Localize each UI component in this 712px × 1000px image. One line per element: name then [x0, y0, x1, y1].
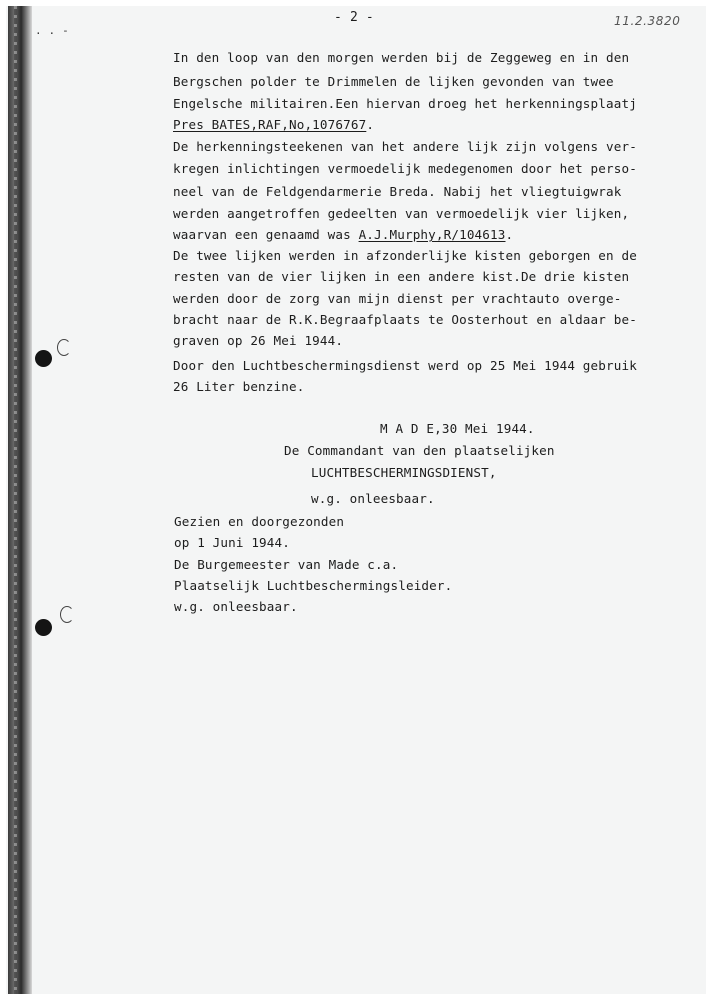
- paragraph-2-line-1: De herkenningsteekenen van het andere lijk zijn volgens ver-: [173, 139, 637, 154]
- paragraph-3-line-4: bracht naar de R.K.Begraafplaats te Oosterhout en aldaar be-: [173, 312, 637, 327]
- endorsement-line-2: op 1 Juni 1944.: [174, 535, 290, 550]
- place-date: M A D E,30 Mei 1944.: [380, 421, 535, 436]
- paragraph-3-line-5: graven op 26 Mei 1944.: [173, 333, 344, 348]
- paragraph-2-line-2: kregen inlichtingen vermoedelijk medegenomen door het perso-: [173, 161, 637, 176]
- service-number-murphy: A.J.Murphy,R/104613: [358, 227, 506, 242]
- punch-hole-upper: [35, 350, 52, 367]
- paragraph-4-line-1: Door den Luchtbeschermingsdienst werd op 25 Mei 1944 gebruik: [173, 358, 637, 373]
- endorsement-line-1: Gezien en doorgezonden: [174, 514, 345, 529]
- archive-reference: 11.2.3820: [614, 14, 681, 28]
- corner-marks: . . -: [35, 24, 69, 37]
- endorsement-line-4: Plaatselijk Luchtbeschermingsleider.: [174, 578, 453, 593]
- commander-title-line-1: De Commandant van den plaatselijken: [284, 443, 555, 458]
- paragraph-1-line-2: Bergschen polder te Drimmelen de lijken gevonden van twee: [173, 74, 614, 89]
- paragraph-3-line-2: resten van de vier lijken in een andere kist.De drie kisten: [173, 269, 630, 284]
- paragraph-1-line-1: In den loop van den morgen werden bij de Zeggeweg en in den: [173, 50, 630, 65]
- commander-title-line-2: LUCHTBESCHERMINGSDIENST,: [311, 465, 497, 480]
- page-number: - 2 -: [334, 10, 374, 25]
- paragraph-1-line-4: Pres BATES,RAF,No,1076767.: [173, 117, 375, 132]
- endorsement-line-5: w.g. onleesbaar.: [174, 599, 298, 614]
- commander-signature: w.g. onleesbaar.: [311, 491, 435, 506]
- punch-hole-lower: [35, 619, 52, 636]
- endorsement-line-3: De Burgemeester van Made c.a.: [174, 557, 399, 572]
- paragraph-2-line-3: neel van de Feldgendarmerie Breda. Nabij het vliegtuigwrak: [173, 184, 622, 199]
- punch-hole-lower-shadow: [60, 606, 74, 623]
- service-number-bates: Pres BATES,RAF,No,1076767: [173, 117, 367, 132]
- scanned-binding-edge: [8, 6, 32, 994]
- paragraph-1-line-3: Engelsche militairen.Een hiervan droeg het herkenningsplaatj: [173, 96, 637, 111]
- paragraph-3-line-3: werden door de zorg van mijn dienst per vrachtauto overge-: [173, 291, 622, 306]
- paragraph-4-line-2: 26 Liter benzine.: [173, 379, 305, 394]
- punch-hole-upper-shadow: [57, 339, 71, 356]
- paragraph-2-line-4: werden aangetroffen gedeelten van vermoedelijk vier lijken,: [173, 206, 630, 221]
- paragraph-2-line-5: waarvan een genaamd was A.J.Murphy,R/104613.: [173, 227, 514, 242]
- paragraph-3-line-1: De twee lijken werden in afzonderlijke kisten geborgen en de: [173, 248, 637, 263]
